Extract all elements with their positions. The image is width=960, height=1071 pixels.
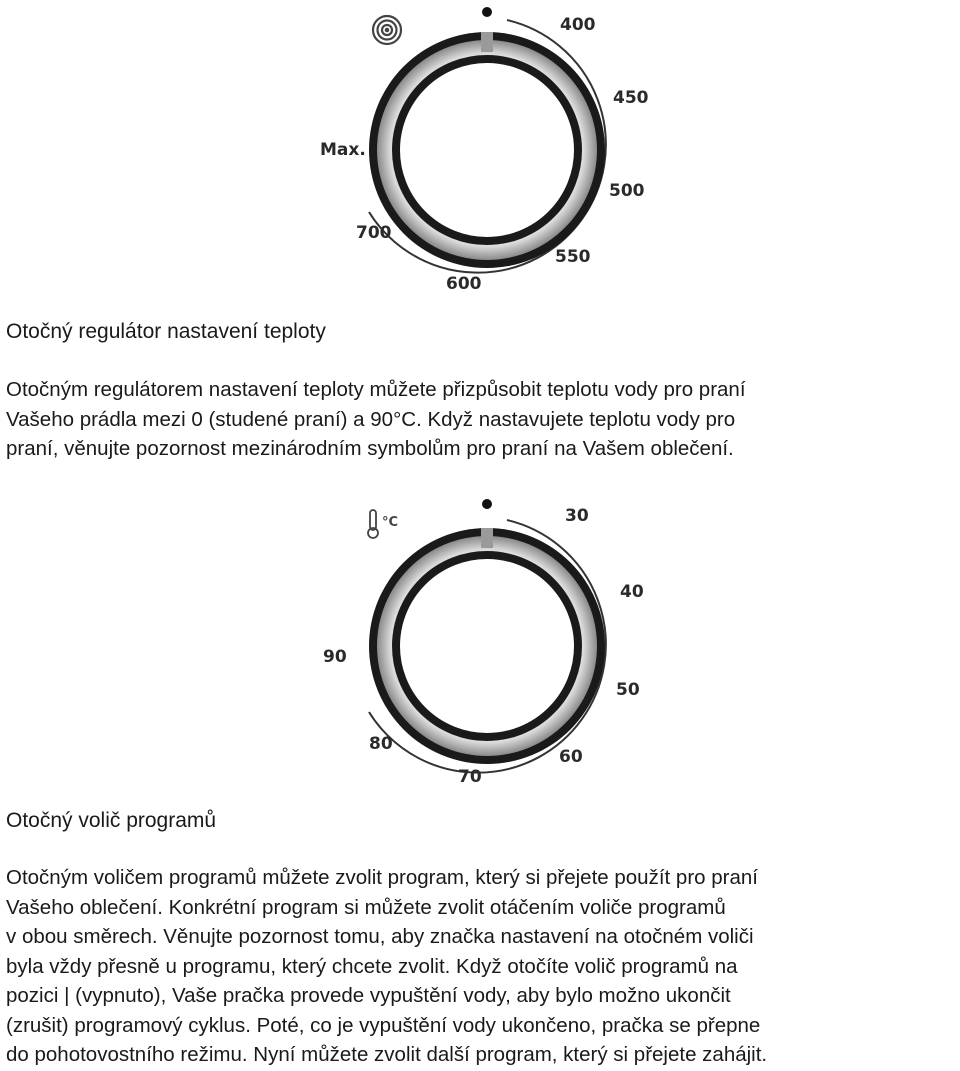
temperature-line-1: Otočným regulátorem nastavení teploty můžete přizpůsobit teplotu vody pro praní <box>6 378 746 401</box>
temperature-label-90: 90 <box>323 647 347 667</box>
temperature-description <box>6 375 960 464</box>
indicator-dot <box>482 499 492 509</box>
temperature-knob-pointer <box>481 528 493 548</box>
thermometer-icon <box>368 510 378 538</box>
program-description <box>6 863 960 1070</box>
program-line-2: Vašeho oblečení. Konkrétní program si můžete zvolit otáčením voliče programů <box>6 895 726 919</box>
spin-label-550: 550 <box>555 247 591 267</box>
temperature-label-80: 80 <box>369 734 393 754</box>
spin-label-700: 700 <box>356 223 392 243</box>
program-line-6: (zrušit) programový cyklus. Poté, co je vypuštění vody ukončeno, pračka se přepne <box>6 1013 761 1037</box>
temperature-label-70: 70 <box>458 767 482 787</box>
spin-label-450: 450 <box>613 88 649 108</box>
spin-knob-pointer <box>481 32 493 52</box>
temperature-label-40: 40 <box>620 582 644 602</box>
temperature-line-3: praní, věnujte pozornost mezinárodním symbolům pro praní na Vašem oblečení. <box>6 437 734 460</box>
temperature-heading: Otočný regulátor nastavení teploty <box>6 320 326 343</box>
spin-label-500: 500 <box>609 181 645 201</box>
program-line-5: pozici | (vypnuto), Vaše pračka provede vypuštění vody, aby bylo možno ukončit <box>6 984 731 1007</box>
temperature-dial[interactable] <box>300 490 680 790</box>
program-heading: Otočný volič programů <box>6 809 217 832</box>
program-line-4: byla vždy přesně u programu, který chcete zvolit. Když otočíte volič programů na <box>6 954 738 978</box>
temperature-label-50: 50 <box>616 680 640 700</box>
spin-label-max: Max. <box>320 140 366 160</box>
indicator-dot <box>482 7 492 17</box>
temperature-label-60: 60 <box>559 747 583 767</box>
spin-knob-center <box>396 59 578 241</box>
temperature-line-2: Vašeho prádla mezi 0 (studené praní) a 90°C. Když nastavujete teplotu vody pro <box>6 407 736 431</box>
program-line-3: v obou směrech. Věnujte pozornost tomu, aby značka nastavení na otočném voliči <box>6 925 754 948</box>
spin-label-400: 400 <box>560 15 596 35</box>
spin-label-600: 600 <box>446 274 482 294</box>
temperature-knob-center <box>396 555 578 737</box>
temperature-unit: °C <box>382 515 399 530</box>
program-line-1: Otočným voličem programů můžete zvolit program, který si přejete použít pro praní <box>6 866 758 889</box>
temperature-label-30: 30 <box>565 506 589 526</box>
spin-spiral-icon <box>373 16 401 44</box>
program-line-7: do pohotovostního režimu. Nyní můžete zvolit další program, který si přejete zahájit. <box>6 1043 768 1066</box>
spin-speed-dial[interactable] <box>300 0 680 300</box>
